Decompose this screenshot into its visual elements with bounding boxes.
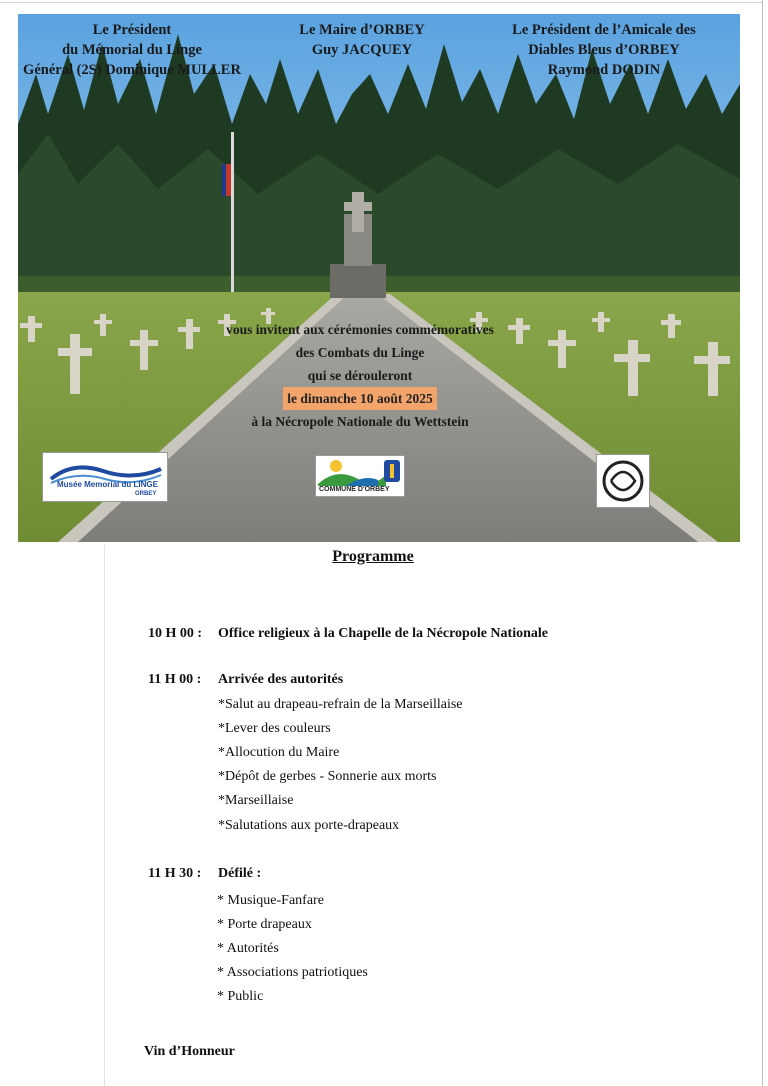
invitation-text [190, 318, 530, 433]
header-amicale-president [484, 20, 724, 80]
invitation-place: à la Nécropole Nationale du Wettstein [251, 414, 469, 429]
invitation-line2: des Combats du Linge [295, 345, 425, 360]
scan-edge-top [0, 2, 762, 3]
commune-orbey-logo [315, 455, 405, 497]
list-item: *Allocution du Maire [218, 745, 340, 760]
invitation-line1: vous invitent aux cérémonies commémoratives [226, 322, 494, 337]
memorial-linge-logo-name: Musée Memorial du LINGE [57, 480, 158, 489]
commune-orbey-logo-name: COMMUNE D'ORBEY [319, 486, 390, 493]
session-title: Arrivée des autorités [218, 672, 344, 687]
header-right-line2: Diables Bleus d’ORBEY [528, 42, 680, 58]
session-title: Office religieux à la Chapelle de la Nécropole Nationale [218, 626, 548, 641]
session-time: 11 H 00 : [148, 672, 202, 687]
diables-bleus-seal-logo [596, 454, 650, 508]
diables-bleus-seal-mark [597, 455, 649, 507]
header-memorial-president [2, 20, 262, 80]
list-item: *Dépôt de gerbes - Sonnerie aux morts [218, 769, 437, 784]
header-mayor [242, 20, 482, 60]
scan-edge-left [104, 545, 105, 1086]
header-left-line3: Général (2S) Dominique MULLER [23, 62, 241, 78]
programme-title: Programme [332, 548, 414, 565]
header-mid-line2: Guy JACQUEY [311, 42, 413, 58]
session-title: Défilé : [218, 866, 262, 881]
header-mid-line1: Le Maire d’ORBEY [299, 22, 425, 38]
list-item: * Porte drapeaux [217, 917, 312, 932]
list-item: * Public [217, 989, 264, 1004]
memorial-linge-logo-place: ORBEY [135, 491, 157, 497]
session-time: 11 H 30 : [148, 866, 202, 881]
session-time: 10 H 00 : [148, 626, 203, 641]
list-item: *Lever des couleurs [218, 721, 331, 736]
header-right-line3: Raymond DODIN [547, 62, 661, 78]
invitation-line3: qui se dérouleront [307, 368, 413, 383]
list-item: * Autorités [217, 941, 279, 956]
header-right-line1: Le Président de l’Amicale des [512, 22, 696, 38]
list-item: *Salut au drapeau-refrain de la Marseillaise [218, 697, 463, 712]
scan-edge-right [762, 0, 763, 1086]
header-left-line1: Le Président [92, 22, 172, 38]
list-item: *Marseillaise [218, 793, 294, 808]
list-item: *Salutations aux porte-drapeaux [218, 818, 400, 833]
memorial-linge-logo [42, 452, 168, 502]
invitation-date: le dimanche 10 août 2025 [283, 387, 437, 410]
closing-reception: Vin d’Honneur [144, 1044, 235, 1059]
list-item: * Musique-Fanfare [217, 893, 324, 908]
list-item: * Associations patriotiques [217, 965, 368, 980]
header-left-line2: du Mémorial du Linge [62, 42, 202, 58]
